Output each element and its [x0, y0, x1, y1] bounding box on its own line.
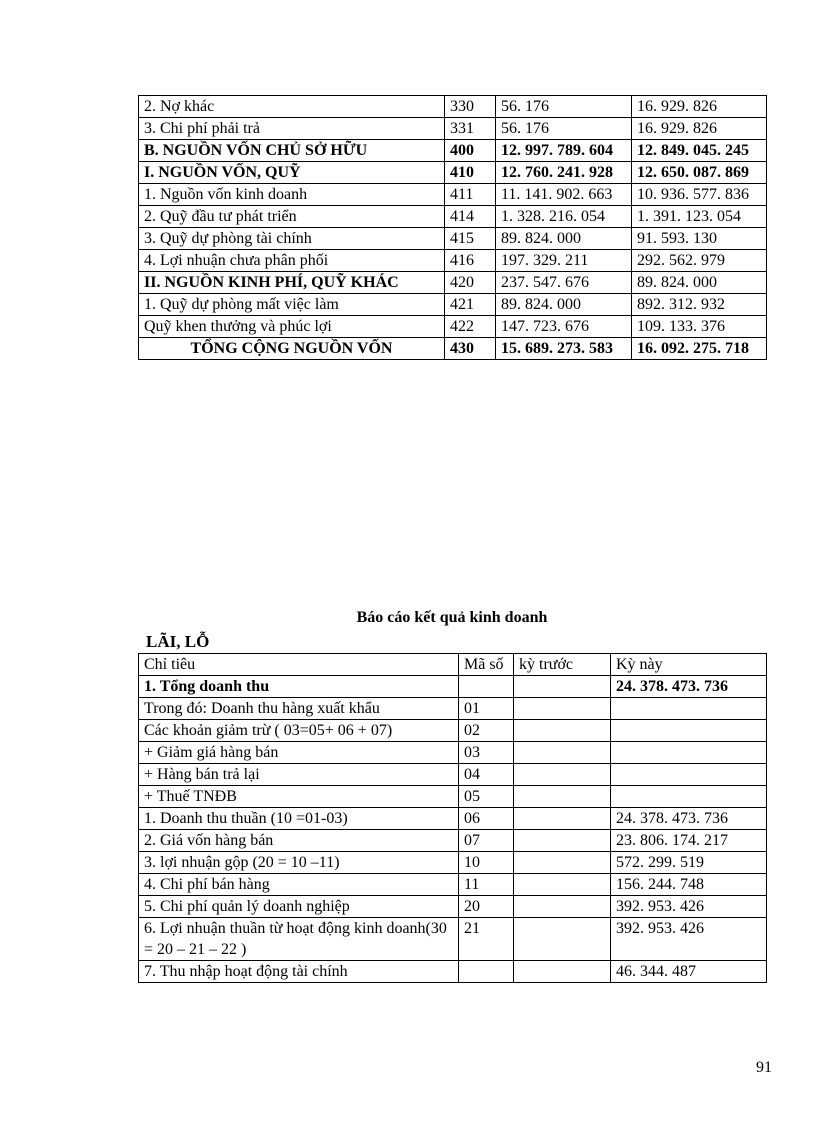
report-subtitle: LÃI, LỖ: [146, 632, 210, 651]
table-row-total: [139, 338, 767, 360]
income-statement-table: [138, 653, 767, 983]
row-value-curr: 392. 953. 426: [611, 896, 767, 918]
row-label: 3. Quỹ dự phòng tài chính: [139, 228, 445, 250]
balance-sheet-table: [138, 95, 767, 360]
row-code: 414: [445, 206, 496, 228]
table-row: [139, 961, 767, 983]
row-label: 4. Lợi nhuận chưa phân phối: [139, 250, 445, 272]
row-code: 415: [445, 228, 496, 250]
row-code: [459, 676, 514, 698]
row-label: 2. Giá vốn hàng bán: [139, 830, 459, 852]
row-code: 421: [445, 294, 496, 316]
page-number: 91: [756, 1059, 772, 1076]
row-code: 416: [445, 250, 496, 272]
table-row: [139, 228, 767, 250]
row-code: 10: [459, 852, 514, 874]
row-code: 400: [445, 140, 496, 162]
row-label: TỔNG CỘNG NGUỒN VỐN: [139, 338, 445, 360]
row-value-prev: [514, 786, 611, 808]
row-label: 7. Thu nhập hoạt động tài chính: [139, 961, 459, 983]
row-value-prev: 56. 176: [496, 118, 632, 140]
row-value-curr: 292. 562. 979: [632, 250, 767, 272]
row-code: [459, 961, 514, 983]
table-row: [139, 140, 767, 162]
row-code: 430: [445, 338, 496, 360]
row-code: 411: [445, 184, 496, 206]
row-code: 410: [445, 162, 496, 184]
row-code: 330: [445, 96, 496, 118]
row-value-curr: [611, 720, 767, 742]
row-code: 07: [459, 830, 514, 852]
row-value-prev: 15. 689. 273. 583: [496, 338, 632, 360]
row-label: 1. Doanh thu thuần (10 =01-03): [139, 808, 459, 830]
row-label: 4. Chi phí bán hàng: [139, 874, 459, 896]
row-label: II. NGUỒN KINH PHÍ, QUỸ KHÁC: [139, 272, 445, 294]
table-row: [139, 786, 767, 808]
row-label: Các khoản giảm trừ ( 03=05+ 06 + 07): [139, 720, 459, 742]
table-row: [139, 896, 767, 918]
row-value-curr: 16. 929. 826: [632, 118, 767, 140]
table-row: [139, 250, 767, 272]
row-code: 420: [445, 272, 496, 294]
row-value-curr: 16. 929. 826: [632, 96, 767, 118]
table-row: [139, 118, 767, 140]
row-value-prev: [514, 830, 611, 852]
header-curr: Kỳ này: [611, 654, 767, 676]
row-value-prev: [514, 918, 611, 961]
row-code: 05: [459, 786, 514, 808]
row-value-prev: 197. 329. 211: [496, 250, 632, 272]
table-row: [139, 316, 767, 338]
row-value-prev: 12. 760. 241. 928: [496, 162, 632, 184]
row-value-prev: 89. 824. 000: [496, 294, 632, 316]
row-value-curr: 10. 936. 577. 836: [632, 184, 767, 206]
row-value-curr: [611, 698, 767, 720]
row-value-curr: 16. 092. 275. 718: [632, 338, 767, 360]
row-value-curr: 156. 244. 748: [611, 874, 767, 896]
table-row: [139, 808, 767, 830]
table-row: [139, 96, 767, 118]
row-code: 20: [459, 896, 514, 918]
row-value-prev: [514, 720, 611, 742]
row-code: 02: [459, 720, 514, 742]
row-value-curr: 89. 824. 000: [632, 272, 767, 294]
row-value-curr: [611, 742, 767, 764]
row-value-prev: 89. 824. 000: [496, 228, 632, 250]
row-value-curr: 24. 378. 473. 736: [611, 808, 767, 830]
header-label: Chỉ tiêu: [139, 654, 459, 676]
row-value-curr: [611, 786, 767, 808]
row-label: 3. Chi phí phải trả: [139, 118, 445, 140]
table-row: [139, 720, 767, 742]
row-code: 04: [459, 764, 514, 786]
header-code: Mã số: [459, 654, 514, 676]
row-label: 5. Chi phí quản lý doanh nghiệp: [139, 896, 459, 918]
row-label: 6. Lợi nhuận thuần từ hoạt động kinh doanh(30 = 20 – 21 – 22 ): [139, 918, 459, 961]
row-label: Quỹ khen thưởng và phúc lợi: [139, 316, 445, 338]
row-value-curr: 109. 133. 376: [632, 316, 767, 338]
row-code: 331: [445, 118, 496, 140]
row-value-curr: 23. 806. 174. 217: [611, 830, 767, 852]
row-value-curr: 892. 312. 932: [632, 294, 767, 316]
row-value-curr: 91. 593. 130: [632, 228, 767, 250]
row-value-prev: [514, 742, 611, 764]
row-value-prev: 11. 141. 902. 663: [496, 184, 632, 206]
row-label: 1. Tổng doanh thu: [139, 676, 459, 698]
row-value-prev: [514, 808, 611, 830]
table-row: [139, 206, 767, 228]
row-value-prev: [514, 676, 611, 698]
table-header-row: [139, 654, 767, 676]
table-row: [139, 918, 767, 961]
row-value-prev: 12. 997. 789. 604: [496, 140, 632, 162]
row-label: Trong đó: Doanh thu hàng xuất khẩu: [139, 698, 459, 720]
row-label: 2. Nợ khác: [139, 96, 445, 118]
row-code: 21: [459, 918, 514, 961]
table-row: [139, 162, 767, 184]
table-row: [139, 874, 767, 896]
row-value-prev: [514, 852, 611, 874]
row-value-prev: 1. 328. 216. 054: [496, 206, 632, 228]
row-value-prev: [514, 961, 611, 983]
row-label: + Hàng bán trả lại: [139, 764, 459, 786]
row-label: + Giảm giá hàng bán: [139, 742, 459, 764]
row-value-prev: 237. 547. 676: [496, 272, 632, 294]
row-value-curr: 12. 650. 087. 869: [632, 162, 767, 184]
row-value-prev: [514, 896, 611, 918]
row-label: 3. lợi nhuận gộp (20 = 10 –11): [139, 852, 459, 874]
row-label: 1. Nguồn vốn kinh doanh: [139, 184, 445, 206]
table-row: [139, 830, 767, 852]
row-value-curr: 24. 378. 473. 736: [611, 676, 767, 698]
table-row: [139, 184, 767, 206]
row-code: 422: [445, 316, 496, 338]
table-row: [139, 676, 767, 698]
row-value-prev: 56. 176: [496, 96, 632, 118]
row-code: 06: [459, 808, 514, 830]
row-label: 2. Quỹ đầu tư phát triển: [139, 206, 445, 228]
table-row: [139, 272, 767, 294]
row-value-curr: 46. 344. 487: [611, 961, 767, 983]
row-value-curr: [611, 764, 767, 786]
table-row: [139, 294, 767, 316]
row-value-prev: [514, 764, 611, 786]
header-prev: kỳ trước: [514, 654, 611, 676]
row-code: 03: [459, 742, 514, 764]
table-row: [139, 698, 767, 720]
row-value-prev: 147. 723. 676: [496, 316, 632, 338]
row-code: 11: [459, 874, 514, 896]
row-value-prev: [514, 874, 611, 896]
row-code: 01: [459, 698, 514, 720]
row-value-curr: 392. 953. 426: [611, 918, 767, 961]
row-label: + Thuế TNĐB: [139, 786, 459, 808]
row-value-prev: [514, 698, 611, 720]
row-label: 1. Quỹ dự phòng mất việc làm: [139, 294, 445, 316]
table-row: [139, 852, 767, 874]
row-label: B. NGUỒN VỐN CHỦ SỞ HỮU: [139, 140, 445, 162]
report-title: Báo cáo kết quả kinh doanh: [356, 609, 548, 626]
row-value-curr: 572. 299. 519: [611, 852, 767, 874]
row-value-curr: 12. 849. 045. 245: [632, 140, 767, 162]
table-row: [139, 764, 767, 786]
row-value-curr: 1. 391. 123. 054: [632, 206, 767, 228]
row-label: I. NGUỒN VỐN, QUỸ: [139, 162, 445, 184]
table-row: [139, 742, 767, 764]
